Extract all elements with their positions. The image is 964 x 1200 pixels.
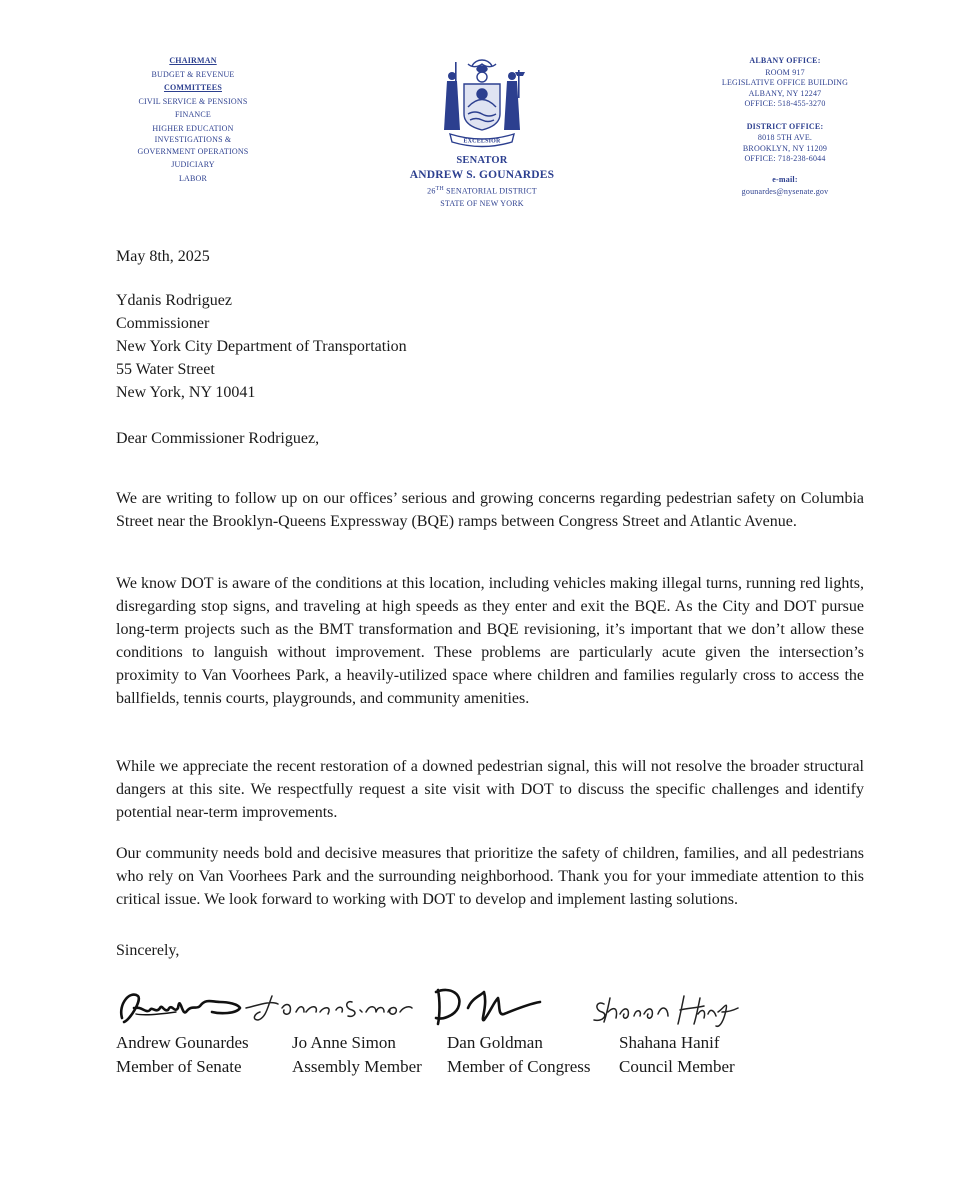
recipient-city: New York, NY 10041 [116, 384, 256, 401]
email-address: gounardes@nysenate.gov [741, 187, 829, 196]
district-suffix: TH [435, 186, 444, 192]
committee-item: FINANCE [174, 110, 212, 119]
committee-item: LABOR [178, 173, 208, 183]
committee-item: GOVERNMENT OPERATIONS [137, 147, 249, 156]
salutation: Dear Commissioner Rodriguez, [116, 430, 320, 447]
letterhead-senator [362, 52, 602, 210]
signature-goldman [428, 984, 548, 1028]
signatory-title: Member of Senate [116, 1056, 242, 1076]
committee-item: HIGHER EDUCATION [152, 123, 234, 133]
albany-office-line: ALBANY, NY 12247 [748, 88, 822, 98]
district-office-line: BROOKLYN, NY 11209 [742, 143, 828, 153]
new-york-state-seal-icon [432, 52, 532, 152]
letter-date: May 8th, 2025 [116, 248, 210, 265]
recipient-title: Commissioner [116, 315, 210, 332]
signatory-name: Jo Anne Simon [292, 1033, 396, 1052]
signatory-name: Shahana Hanif [619, 1033, 720, 1052]
letterhead-committees [118, 54, 268, 185]
signatory-title: Council Member [619, 1056, 735, 1076]
committee-item: JUDICIARY [171, 160, 215, 169]
state-name: STATE OF NEW YORK [440, 198, 524, 208]
senator-title: SENATOR [456, 155, 508, 166]
signatory-simon [292, 1031, 422, 1078]
committees-heading: COMMITTEES [163, 83, 222, 92]
signatory-gounardes [116, 1031, 249, 1078]
signatory-title: Member of Congress [447, 1056, 591, 1076]
body-paragraph: Our community needs bold and decisive measures that prioritize the safety of children, families, and all pedestrians who rely on Van Voorhees Park and the surrounding neighborhood. Thank you for your immediate attention to this critical issue. We look forward to working with DOT to develop and implement lasting solutions. [116, 845, 864, 908]
body-paragraph: We are writing to follow up on our offices’ serious and growing concerns regarding pedestrian safety on Columbia Street near the Brooklyn-Queens Expressway (BQE) ramps between Congress Street and Atlantic Avenue. [116, 490, 864, 530]
committee-item: INVESTIGATIONS & [154, 135, 232, 144]
district-number: 26 [427, 186, 436, 196]
email-heading: e-mail: [772, 174, 798, 184]
district-office-line: 8018 5TH AVE. [757, 133, 813, 142]
albany-office-heading: ALBANY OFFICE: [749, 56, 821, 65]
recipient-organization: New York City Department of Transportation [116, 338, 407, 355]
district-office-heading: DISTRICT OFFICE: [746, 121, 824, 131]
senatorial-district [362, 183, 602, 198]
signature-simon [242, 990, 422, 1026]
signatory-name: Dan Goldman [447, 1033, 543, 1052]
body-paragraph: While we appreciate the recent restoration of a downed pedestrian signal, this will not resolve the broader structural dangers at this site. We respectfully request a site visit with DOT to discuss the specific challenges and identify potential near-term improvements. [116, 758, 864, 821]
seal-motto: EXCELSIOR [463, 138, 501, 145]
signatory-title: Assembly Member [292, 1056, 422, 1076]
body-paragraph: We know DOT is aware of the conditions at this location, including vehicles making illegal turns, running red lights, disregarding stop signs, and traveling at high speeds as they enter and exit the BQE. As the City and DOT pursue long-term projects such as the BMT transformation and BQE revisioning, it’s important that we don’t allow these conditions to languish without improvement. These problems are particularly acute given the intersection’s proximity to Van Voorhees Park, a heavily-utilized space where children and families regularly cross to access the ballfields, tennis courts, playgrounds, and community amenities. [116, 575, 864, 707]
signature-hanif [588, 990, 748, 1030]
closing: Sincerely, [116, 942, 180, 959]
recipient-name: Ydanis Rodriguez [116, 292, 232, 309]
letterhead-offices [704, 54, 866, 197]
signatory-name: Andrew Gounardes [116, 1033, 249, 1052]
chairman-heading: CHAIRMAN [169, 56, 217, 65]
albany-office-line: LEGISLATIVE OFFICE BUILDING [721, 78, 849, 87]
district-office-line: OFFICE: 718-238-6044 [744, 154, 826, 163]
albany-office-line: ROOM 917 [765, 67, 805, 77]
albany-office-line: OFFICE: 518-455-3270 [744, 99, 826, 108]
recipient-address [116, 289, 864, 404]
signature-gounardes [116, 984, 246, 1030]
recipient-street: 55 Water Street [116, 361, 215, 378]
chairman-of: BUDGET & REVENUE [151, 69, 235, 79]
signatory-goldman [447, 1031, 591, 1078]
district-text: SENATORIAL DISTRICT [446, 186, 537, 196]
senator-name: ANDREW S. GOUNARDES [409, 169, 555, 181]
committee-item: CIVIL SERVICE & PENSIONS [138, 96, 248, 106]
signatory-hanif [619, 1031, 735, 1078]
